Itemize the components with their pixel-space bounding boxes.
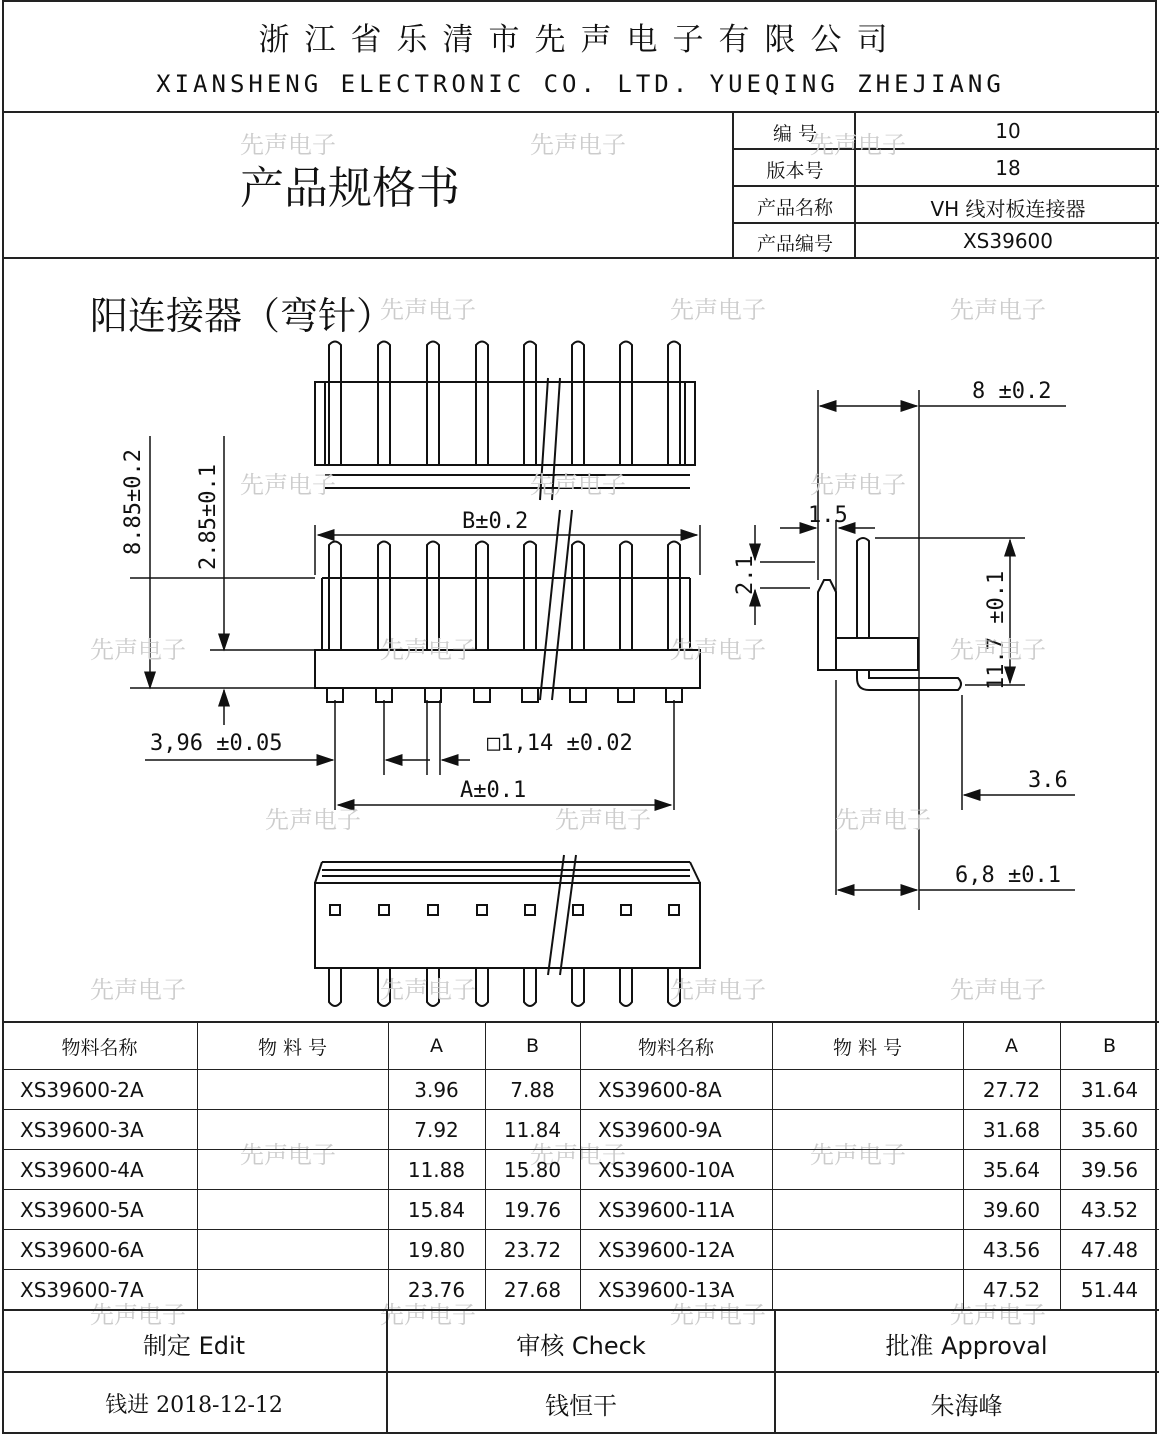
dim-a: A±0.1 <box>460 778 527 803</box>
table-cell: 35.64 <box>982 1158 1041 1182</box>
pin-pad <box>618 688 634 702</box>
table-cell <box>197 1150 388 1190</box>
pin-front <box>620 542 632 651</box>
table-cell <box>772 1270 963 1310</box>
pin-top <box>476 342 488 466</box>
dim-b: B±0.2 <box>462 509 529 534</box>
dim-depth: 8 ±0.2 <box>972 379 1052 404</box>
table-cell: XS39600-13A <box>598 1278 735 1302</box>
pin-pad <box>666 688 682 702</box>
approval-label: 批准 Approval <box>885 1332 1048 1360</box>
table-cell: 11.88 <box>407 1158 466 1182</box>
edit-label: 制定 Edit <box>142 1332 246 1360</box>
table-cell <box>197 1270 388 1310</box>
pin-top <box>427 342 439 466</box>
table-cell: XS39600-8A <box>598 1078 722 1102</box>
info-value-product-code: XS39600 <box>962 229 1054 253</box>
table-cell: 47.48 <box>1080 1238 1139 1262</box>
edit-value: 钱进 2018-12-12 <box>105 1393 283 1418</box>
side-dimension-lines <box>755 390 1075 910</box>
pin-bottom <box>668 968 680 1006</box>
dim-height-pin: 2.85±0.1 <box>196 464 221 570</box>
pin-pad <box>376 688 392 702</box>
table-header: 物料名称 <box>637 1036 714 1059</box>
watermark: 先声电子 <box>670 976 766 1004</box>
side-view <box>818 538 961 690</box>
table-header: A <box>1005 1035 1018 1057</box>
watermark: 先声电子 <box>530 471 626 499</box>
watermark: 先声电子 <box>950 636 1046 664</box>
pin-top <box>572 342 584 466</box>
pin-pad <box>522 688 538 702</box>
watermark: 先声电子 <box>265 806 361 834</box>
company-name-cn: 浙江省乐清市先声电子有限公司 <box>258 22 903 58</box>
table-cell <box>772 1110 963 1150</box>
pin-hole <box>525 905 535 915</box>
pin-top <box>668 342 680 466</box>
info-label-product-code: 产品编号 <box>756 233 833 255</box>
pin-hole <box>330 905 340 915</box>
front-view <box>315 578 700 688</box>
bottom-view <box>315 862 700 968</box>
table-cell <box>772 1150 963 1190</box>
table-cell: 23.76 <box>407 1278 466 1302</box>
pin-pad <box>327 688 343 702</box>
info-value-number: 10 <box>995 119 1021 143</box>
watermark: 先声电子 <box>950 296 1046 324</box>
watermark: 先声电子 <box>835 806 931 834</box>
divider <box>2 1309 1159 1311</box>
table-cell: 27.68 <box>503 1278 562 1302</box>
table-header: 物 料 号 <box>832 1036 903 1059</box>
watermark: 先声电子 <box>530 1141 626 1169</box>
watermark: 先声电子 <box>90 976 186 1004</box>
pin-front <box>476 542 488 651</box>
watermark: 先声电子 <box>555 806 651 834</box>
table-cell: 35.60 <box>1080 1118 1139 1142</box>
table-cell: XS39600-9A <box>598 1118 722 1142</box>
table-column-divider <box>1060 1021 1061 1310</box>
section-title: 阳连接器（弯针） <box>90 294 395 338</box>
table-cell: 27.72 <box>982 1078 1041 1102</box>
top-view <box>315 382 695 488</box>
table-cell: 11.84 <box>503 1118 562 1142</box>
table-cell: 43.56 <box>982 1238 1041 1262</box>
watermark: 先声电子 <box>90 1301 186 1329</box>
break-marks <box>540 378 576 975</box>
table-cell: 23.72 <box>503 1238 562 1262</box>
watermark: 先声电子 <box>670 1301 766 1329</box>
pin-bottom <box>378 968 390 1006</box>
dim-height-total: 8.85±0.2 <box>121 449 146 555</box>
info-value-product-name: VH 线对板连接器 <box>930 197 1086 221</box>
watermark: 先声电子 <box>380 296 476 324</box>
table-column-divider <box>963 1021 964 1310</box>
pin-front <box>329 542 341 651</box>
watermark: 先声电子 <box>380 636 476 664</box>
pin-front <box>668 542 680 651</box>
document-title: 产品规格书 <box>240 163 460 214</box>
table-column-divider <box>388 1021 389 1310</box>
watermark: 先声电子 <box>380 1301 476 1329</box>
pin-top <box>378 342 390 466</box>
table-cell: 31.68 <box>982 1118 1041 1142</box>
dim-tail-position: 6,8 ±0.1 <box>955 863 1061 888</box>
watermark: 先声电子 <box>380 976 476 1004</box>
pin-hole <box>428 905 438 915</box>
watermark: 先声电子 <box>240 131 336 159</box>
table-cell: XS39600-6A <box>20 1238 144 1262</box>
table-cell: XS39600-10A <box>598 1158 735 1182</box>
dim-latch: 2.1 <box>733 555 758 595</box>
pin-front <box>524 542 536 651</box>
table-cell: XS39600-11A <box>598 1198 735 1222</box>
pin-hole <box>477 905 487 915</box>
pin-top <box>329 342 341 466</box>
table-cell: 43.52 <box>1080 1198 1139 1222</box>
pin-front <box>427 542 439 651</box>
info-label-product-name: 产品名称 <box>756 197 833 219</box>
table-cell: 19.80 <box>407 1238 466 1262</box>
watermark: 先声电子 <box>240 471 336 499</box>
table-column-divider <box>485 1021 486 1310</box>
pin-bottom <box>476 968 488 1006</box>
pin-bottom <box>427 968 439 1006</box>
pin-bottom <box>620 968 632 1006</box>
table-cell: 15.84 <box>407 1198 466 1222</box>
info-label-version: 版本号 <box>766 160 824 182</box>
table-header: A <box>430 1035 443 1057</box>
pin-bottom <box>329 968 341 1006</box>
pin-hole <box>669 905 679 915</box>
watermark: 先声电子 <box>810 471 906 499</box>
pin-top <box>620 342 632 466</box>
table-cell <box>197 1190 388 1230</box>
table-cell <box>197 1230 388 1270</box>
table-cell <box>772 1190 963 1230</box>
table-cell: 15.80 <box>503 1158 562 1182</box>
pin-front <box>572 542 584 651</box>
pin-top <box>524 342 536 466</box>
watermark: 先声电子 <box>240 1141 336 1169</box>
pin-pad <box>570 688 586 702</box>
divider <box>2 1371 1159 1373</box>
table-cell: 7.92 <box>414 1118 459 1142</box>
pin-pad <box>425 688 441 702</box>
table-cell: XS39600-5A <box>20 1198 144 1222</box>
info-value-version: 18 <box>995 156 1021 180</box>
pin-pad <box>474 688 490 702</box>
table-cell: XS39600-3A <box>20 1118 144 1142</box>
table-cell: 51.44 <box>1080 1278 1139 1302</box>
table-column-divider <box>197 1021 198 1310</box>
table-cell: XS39600-7A <box>20 1278 144 1302</box>
pin-bottom <box>524 968 536 1006</box>
table-cell: XS39600-4A <box>20 1158 144 1182</box>
table-cell: 39.60 <box>982 1198 1041 1222</box>
check-label: 审核 Check <box>516 1332 646 1360</box>
pin-front <box>378 542 390 651</box>
table-header: 物料名称 <box>61 1036 138 1059</box>
pin-hole <box>573 905 583 915</box>
table-cell: XS39600-12A <box>598 1238 735 1262</box>
dim-offset: 1.5 <box>808 503 848 528</box>
info-label-number: 编 号 <box>772 123 818 145</box>
table-cell: 7.88 <box>510 1078 555 1102</box>
company-name-en: XIANSHENG ELECTRONIC CO. LTD. YUEQING ZHEJIANG <box>156 70 1005 98</box>
check-value: 钱恒干 <box>545 1392 617 1420</box>
dim-pin-length: 11.7 ±0.1 <box>984 570 1009 690</box>
watermark: 先声电子 <box>810 131 906 159</box>
table-cell: 39.56 <box>1080 1158 1139 1182</box>
table-cell <box>197 1110 388 1150</box>
pin-hole <box>621 905 631 915</box>
watermark: 先声电子 <box>90 636 186 664</box>
watermark: 先声电子 <box>670 296 766 324</box>
table-header: B <box>525 1035 540 1057</box>
watermark: 先声电子 <box>670 636 766 664</box>
table-cell: 19.76 <box>503 1198 562 1222</box>
table-header: 物 料 号 <box>257 1036 328 1059</box>
table-cell: 47.52 <box>982 1278 1041 1302</box>
table-cell: 3.96 <box>414 1078 459 1102</box>
pin-bottom <box>572 968 584 1006</box>
table-cell <box>197 1070 388 1110</box>
watermark: 先声电子 <box>950 1301 1046 1329</box>
table-cell <box>772 1230 963 1270</box>
table-cell: 31.64 <box>1080 1078 1139 1102</box>
watermark: 先声电子 <box>950 976 1046 1004</box>
table-cell: XS39600-2A <box>20 1078 144 1102</box>
dim-pin-square: □1,14 ±0.02 <box>487 731 633 756</box>
approval-value: 朱海峰 <box>930 1392 1003 1420</box>
table-header: B <box>1102 1035 1117 1057</box>
watermark: 先声电子 <box>530 131 626 159</box>
table-column-divider <box>772 1021 773 1310</box>
watermark: 先声电子 <box>810 1141 906 1169</box>
dim-tail: 3.6 <box>1028 768 1068 793</box>
dim-pitch: 3,96 ±0.05 <box>150 731 283 756</box>
table-column-divider <box>580 1021 581 1310</box>
table-cell <box>772 1070 963 1110</box>
pin-hole <box>379 905 389 915</box>
